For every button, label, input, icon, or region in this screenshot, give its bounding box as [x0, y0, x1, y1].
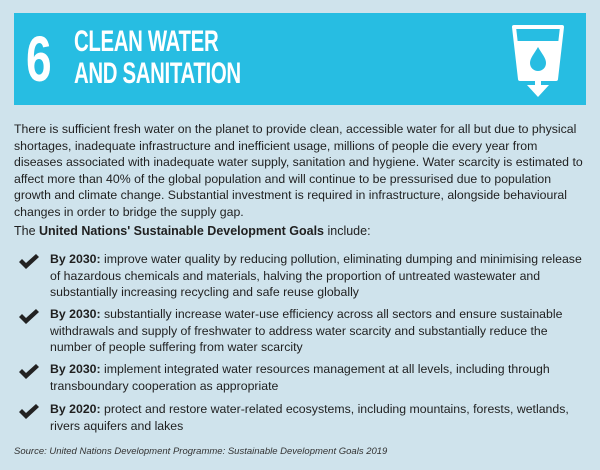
- checkmark-icon: [18, 253, 40, 271]
- goal-description: substantially increase water-use efficiency across all sectors and ensure sustainable withdrawals and supply of freshwater to address water scarcity and substantially reduce the number of people suffering from water scarcity: [50, 307, 563, 354]
- lead-prefix: The: [14, 224, 40, 238]
- checkmark-icon: [18, 403, 40, 421]
- goal-number: 6: [26, 23, 52, 95]
- goal-text: [50, 401, 586, 434]
- goal-description: implement integrated water resources management at all levels, including through transboundary cooperation as appropriate: [50, 362, 550, 393]
- lead-sentence: [14, 223, 371, 239]
- goal-year: By 2030:: [50, 362, 101, 376]
- goal-year: By 2030:: [50, 307, 101, 321]
- goal-year: By 2030:: [50, 252, 101, 266]
- goal-year: By 2020:: [50, 402, 101, 416]
- goal-title: [74, 26, 241, 90]
- source-note: Source: United Nations Development Programme: Sustainable Development Goals 2019: [14, 446, 388, 457]
- goal-text: [50, 306, 586, 356]
- goal-title-line-1: CLEAN WATER: [74, 25, 219, 58]
- goal-description: protect and restore water-related ecosystems, including mountains, forests, wetlands, rivers aquifers and lakes: [50, 402, 569, 433]
- goal-text: [50, 361, 586, 394]
- lead-suffix: include:: [324, 224, 371, 238]
- checkmark-icon: [18, 308, 40, 326]
- intro-paragraph: There is sufficient fresh water on the planet to provide clean, accessible water for all but due to physical shortages, inadequate infrastructure and inefficient usage, millions of people die every year from diseases associated with inadequate water supply, sanitation and hygiene. Water scarcity is estimated to affect more than 40% of the global population and will continue to be pressurised due to population growth and climate change. Substantial investment is required in infrastructure, alongside behavioural changes in order to bridge the supply gap.: [14, 122, 583, 219]
- water-glass-drop-icon: [508, 21, 568, 99]
- goal-title-line-2: AND SANITATION: [74, 57, 241, 90]
- goal-description: improve water quality by reducing pollution, eliminating dumping and minimising release of hazardous chemicals and materials, halving the proportion of untreated wastewater and substantially increasing recycling and safe reuse globally: [50, 252, 582, 299]
- checkmark-icon: [18, 363, 40, 381]
- goal-banner: [14, 13, 586, 105]
- lead-bold: United Nations' Sustainable Development Goals: [39, 224, 324, 238]
- goal-text: [50, 251, 586, 301]
